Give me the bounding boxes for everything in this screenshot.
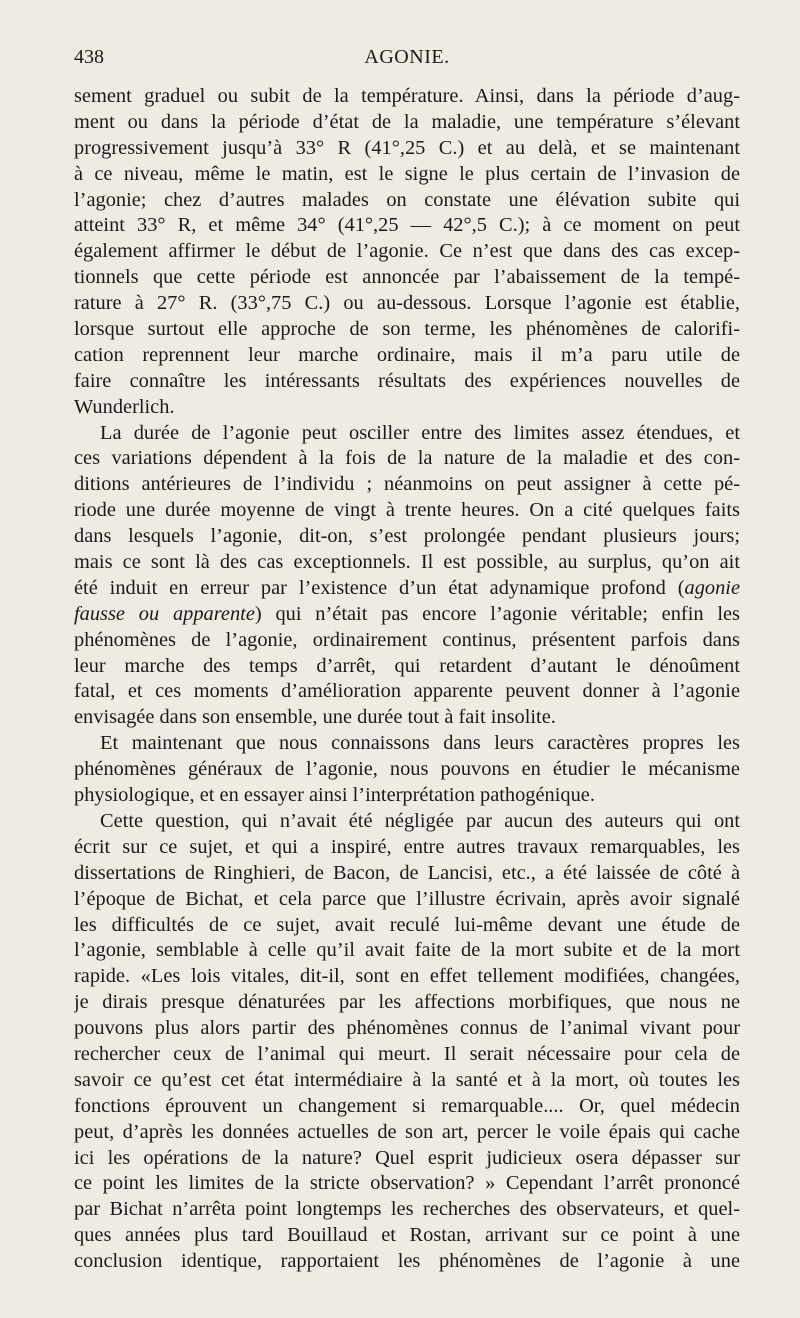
text-run: mais ce sont là des cas exceptionnels. Il est possible, au surplus, qu’on ait	[74, 551, 740, 574]
text-line	[74, 369, 740, 395]
text-line	[74, 498, 740, 524]
text-line	[74, 136, 740, 162]
text-line	[74, 861, 740, 887]
text-run: ce point les limites de la stricte observation? » Cependant l’arrêt prononcé	[74, 1172, 740, 1195]
running-title: AGONIE.	[364, 46, 450, 68]
text-run: écrit sur ce sujet, et qui a inspiré, entre autres travaux remarquables, les	[74, 835, 740, 858]
text-run: Wunderlich.	[74, 395, 175, 418]
text-run: La durée de l’agonie peut osciller entre des limites assez étendues, et	[100, 421, 740, 444]
text-run: dissertations de Ringhieri, de Bacon, de Lancisi, etc., a été laissée de côté à	[74, 861, 740, 884]
text-run: fatal, et ces moments d’amélioration apparente peuvent donner à l’agonie	[74, 680, 740, 703]
text-run: été induit en erreur par l’existence d’un état adynamique profond (	[74, 576, 685, 599]
text-line	[74, 913, 740, 939]
text-run: sement graduel ou subit de la température. Ainsi, dans la période d’aug-	[74, 85, 740, 107]
text-run: ces variations dépendent à la fois de la nature de la maladie et des con-	[74, 447, 740, 470]
text-line	[74, 162, 740, 188]
text-run: rechercher ceux de l’animal qui meurt. Il serait nécessaire pour cela de	[74, 1042, 740, 1065]
text-run: progressivement jusqu’à 33° R (41°,25 C.) et au delà, et se maintenant	[74, 136, 740, 159]
text-line	[74, 938, 740, 964]
text-run: ques années plus tard Bouillaud et Rostan, arrivant sur ce point à une	[74, 1224, 740, 1247]
text-line	[74, 1197, 740, 1223]
text-line	[74, 1146, 740, 1172]
text-run: par Bichat n’arrêta point longtemps les recherches des observateurs, et quel-	[74, 1198, 740, 1221]
text-line	[74, 343, 740, 369]
text-run: ment ou dans la période d’état de la maladie, une température s’élevant	[74, 110, 740, 133]
text-line	[74, 757, 740, 783]
text-line	[74, 317, 740, 343]
body-text	[74, 84, 740, 1275]
text-run: l’agonie, semblable à celle qu’il avait faite de la mort subite et de la mort	[74, 939, 740, 962]
text-run: l’époque de Bichat, et cela parce que l’illustre écrivain, après avoir signalé	[74, 887, 740, 910]
text-line	[74, 524, 740, 550]
text-run: Et maintenant que nous connaissons dans leurs caractères propres les	[100, 732, 740, 755]
text-run: riode une durée moyenne de vingt à trente heures. On a cité quelques faits	[74, 499, 740, 522]
text-line	[74, 550, 740, 576]
text-run: savoir ce qu’est cet état intermédiaire à la santé et à la mort, où toutes les	[74, 1068, 740, 1091]
text-run: ditions antérieures de l’individu ; néanmoins on peut assigner à cette pé-	[74, 473, 740, 496]
text-line	[74, 395, 740, 421]
text-line	[74, 679, 740, 705]
text-run: pouvons plus alors partir des phénomènes connus de l’animal vivant pour	[74, 1017, 740, 1040]
text-line	[74, 1042, 740, 1068]
text-run: ) qui n’était pas encore l’agonie véritable; enfin les	[254, 602, 740, 625]
text-line	[74, 964, 740, 990]
text-line	[74, 576, 740, 602]
text-run: rapide. «Les lois vitales, dit-il, sont en effet tellement modifiées, changées,	[74, 965, 740, 988]
text-run: peut, d’après les données actuelles de son art, percer le voile épais qui cache	[74, 1120, 740, 1143]
text-line	[74, 188, 740, 214]
italic-text: agonie	[684, 576, 740, 599]
text-run: je dirais presque dénaturées par les affections morbifiques, que nous ne	[74, 991, 740, 1014]
text-line	[74, 291, 740, 317]
text-line	[74, 628, 740, 654]
page-number: 438	[74, 46, 104, 68]
text-line	[74, 1223, 740, 1249]
text-line	[74, 1249, 740, 1275]
text-run: également affirmer le début de l’agonie. Ce n’est que dans des cas excep-	[74, 240, 740, 263]
text-line	[74, 602, 740, 628]
text-line	[74, 809, 740, 835]
text-run: rature à 27° R. (33°,75 C.) ou au-dessous. Lorsque l’agonie est établie,	[74, 292, 740, 315]
text-run: lorsque surtout elle approche de son terme, les phénomènes de calorifi-	[74, 318, 740, 341]
text-line	[74, 213, 740, 239]
text-line	[74, 731, 740, 757]
text-run: les difficultés de ce sujet, avait reculé lui-même devant une étude de	[74, 913, 740, 936]
text-run: phénomènes généraux de l’agonie, nous pouvons en étudier le mécanisme	[74, 758, 740, 781]
text-line	[74, 84, 740, 110]
text-run: ici les opérations de la nature? Quel esprit judicieux osera dépasser sur	[74, 1146, 740, 1169]
text-run: faire connaître les intéressants résultats des expériences nouvelles de	[74, 369, 740, 392]
text-line	[74, 472, 740, 498]
text-run: dans lesquels l’agonie, dit-on, s’est prolongée pendant plusieurs jours;	[74, 525, 740, 548]
text-run: conclusion identique, rapportaient les phénomènes de l’agonie à une	[74, 1250, 740, 1273]
text-line	[74, 783, 740, 809]
text-run: cation reprennent leur marche ordinaire, mais il m’a paru utile de	[74, 343, 740, 366]
text-line	[74, 1171, 740, 1197]
text-run: à ce niveau, même le matin, est le signe le plus certain de l’invasion de	[74, 162, 740, 185]
text-line	[74, 446, 740, 472]
text-line	[74, 265, 740, 291]
text-run: atteint 33° R, et même 34° (41°,25 — 42°,5 C.); à ce moment on peut	[74, 214, 740, 237]
text-line	[74, 705, 740, 731]
text-line	[74, 110, 740, 136]
text-line	[74, 990, 740, 1016]
text-run: envisagée dans son ensemble, une durée tout à fait insolite.	[74, 706, 556, 729]
text-run: leur marche des temps d’arrêt, qui retardent d’autant le dénoûment	[74, 654, 740, 677]
text-line	[74, 835, 740, 861]
page-header	[74, 46, 740, 76]
text-run: l’agonie; chez d’autres malades on constate une élévation subite qui	[74, 188, 740, 211]
text-line	[74, 1068, 740, 1094]
text-line	[74, 1016, 740, 1042]
text-line	[74, 654, 740, 680]
text-line	[74, 1094, 740, 1120]
text-run: phénomènes de l’agonie, ordinairement continus, présentent parfois dans	[74, 628, 740, 651]
text-run: physiologique, et en essayer ainsi l’interprétation pathogénique.	[74, 784, 595, 807]
text-run: Cette question, qui n’avait été négligée par aucun des auteurs qui ont	[100, 809, 740, 832]
text-line	[74, 887, 740, 913]
text-line	[74, 421, 740, 447]
text-line	[74, 1120, 740, 1146]
text-run: tionnels que cette période est annoncée par l’abaissement de la tempé-	[74, 266, 740, 289]
italic-text: fausse ou apparente	[74, 602, 255, 625]
text-line	[74, 239, 740, 265]
text-run: fonctions éprouvent un changement si remarquable.... Or, quel médecin	[74, 1094, 740, 1117]
